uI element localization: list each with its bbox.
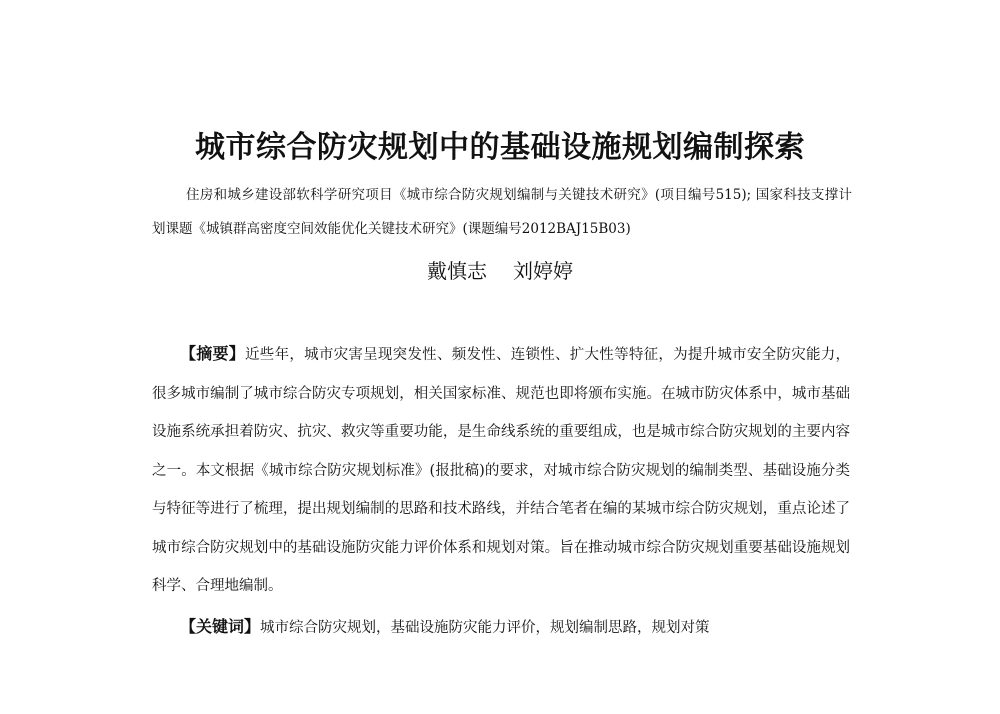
author-name: 戴慎志 [427, 259, 487, 283]
keywords-line [180, 612, 860, 643]
abstract-paragraph [152, 335, 850, 606]
paper-title: 城市综合防灾规划中的基础设施规划编制探索 [195, 130, 805, 165]
funding-note: 住房和城乡建设部软科学研究项目《城市综合防灾规划编制与关键技术研究》(项目编号515); 国家科技支撑计划课题《城镇群高密度空间效能优化关键技术研究》(课题编号2012BAJ15B03) [152, 187, 852, 237]
author-name: 刘婷婷 [513, 259, 573, 283]
abstract-text: 近些年，城市灾害呈现突发性、频发性、连锁性、扩大性等特征，为提升城市安全防灾能力，很多城市编制了城市综合防灾专项规划，相关国家标准、规范也即将颁布实施。在城市防灾体系中，城市基础设施系统承担着防灾、抗灾、救灾等重要功能，是生命线系统的重要组成，也是城市综合防灾规划的主要内容之一。本文根据《城市综合防灾规划标准》(报批稿)的要求，对城市综合防灾规划的编制类型、基础设施分类与特征等进行了梳理，提出规划编制的思路和技术路线，并结合笔者在编的某城市综合防灾规划，重点论述了城市综合防灾规划中的基础设施防灾能力评价体系和规划对策。旨在推动城市综合防灾规划重要基础设施规划科学、合理地编制。 [152, 347, 850, 594]
author-list [0, 256, 1000, 286]
keywords-label: 【关键词】 [180, 617, 261, 636]
keywords-text: 城市综合防灾规划，基础设施防灾能力评价，规划编制思路，规划对策 [260, 620, 710, 636]
abstract-label: 【摘要】 [180, 344, 246, 363]
